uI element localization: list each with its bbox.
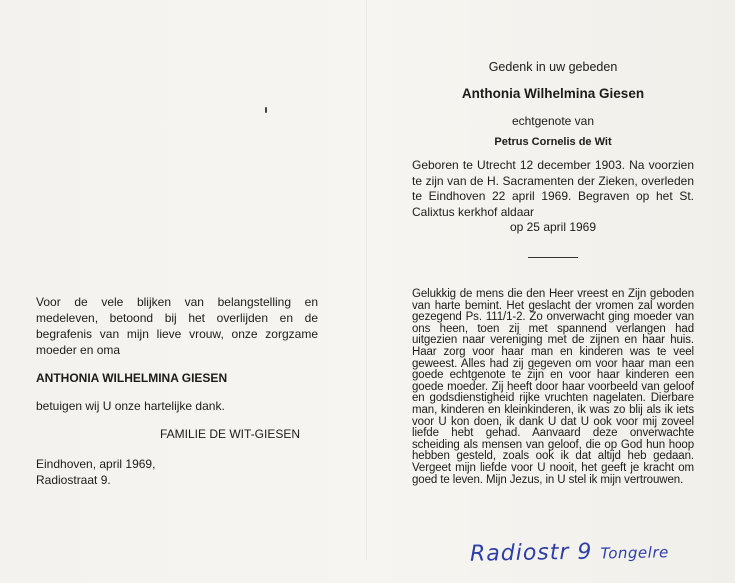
biography-main: Geboren te Utrecht 12 december 1903. Na voorzien te zijn van de H. Sacramenten der Zieken, overleden te Eindhoven 22 april 1969. Begraven op het St. Calixtus kerkhof aldaar xyxy=(412,158,694,219)
biography-text xyxy=(412,158,694,236)
prayer-text: Gelukkig de mens die den Heer vreest en Zijn geboden van harte bemint. Het geslacht der vromen zal worden gezegend Ps. 111/1-2. Zo onverwacht ging moeder van ons heen, toen zij met spannend verlangen had uitgezien naar vereniging met de zijnen en haar huis. Haar zorg voor haar man en kinderen was te veel geweest. Alles had zij gegeven om voor haar man een goede echtgenote te zijn en voor haar kinderen een goede moeder. Zij heeft door haar voorbeeld van geloof en godsdienstigheid rijke vruchten nagelaten. Dierbare man, kinderen en kleinkinderen, ik was zo blij als ik iets voor U kon doen, ik dank U dat U ook voor mij zoveel liefde hebt gehad. Aanvaard deze onverwachte scheiding als mensen van geloof, die op God hun hoop hebben gesteld, zoals ook ik dat altijd heb gedaan. Vergeet mijn liefde voor U nooit, het geeft je kracht om goed te leven. Mijn Jezus, in U stel ik mijn vertrouwen. xyxy=(412,288,694,486)
place-date: Eindhoven, april 1969, xyxy=(36,457,156,471)
family-signature: FAMILIE DE WIT-GIESEN xyxy=(160,427,301,441)
remembrance-heading: Gedenk in uw gebeden xyxy=(488,60,618,74)
spouse-name: Petrus Cornelis de Wit xyxy=(494,136,612,148)
card-fold xyxy=(366,0,367,560)
deceased-name-title: Anthonia Wilhelmina Giesen xyxy=(461,86,645,101)
place-and-address xyxy=(36,456,155,488)
deceased-name-caps: ANTHONIA WILHELMINA GIESEN xyxy=(36,371,228,385)
handwritten-district: Tongelre xyxy=(600,543,669,563)
handwritten-address: Radiostr 9 xyxy=(469,539,593,567)
thanks-closing: betuigen wij U onze hartelijke dank. xyxy=(36,399,225,413)
street-address: Radiostraat 9. xyxy=(36,473,111,487)
thanks-paragraph: Voor de vele blijken van belangstelling en medeleven, betoond bij het overlijden en de begrafenis van mijn lieve vrouw, onze zorgzame moeder en oma xyxy=(36,295,318,357)
handwritten-annotation xyxy=(470,538,669,566)
spouse-label: echtgenote van xyxy=(511,114,595,128)
section-divider xyxy=(528,257,578,258)
ink-speck xyxy=(265,107,267,113)
burial-date: op 25 april 1969 xyxy=(509,220,597,234)
